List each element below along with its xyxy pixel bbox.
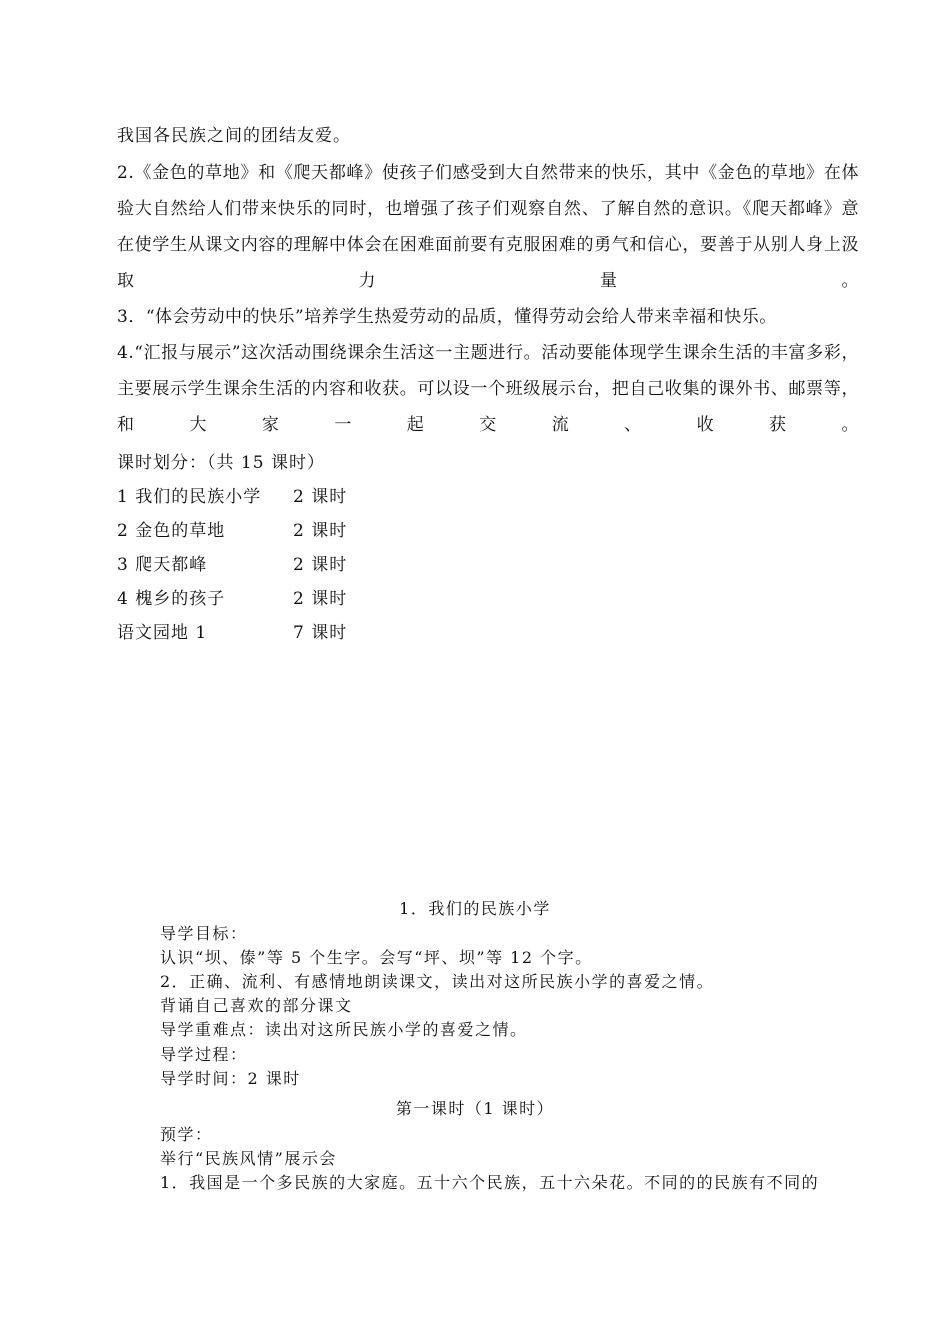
- schedule-hours: 2 课时: [293, 589, 348, 609]
- schedule-heading: 课时划分：（共 15 课时）: [117, 453, 325, 473]
- schedule-title: 4 槐乡的孩子: [117, 589, 226, 609]
- schedule-row: [117, 616, 348, 650]
- schedule-title: 1 我们的民族小学: [117, 487, 262, 507]
- activity-title: 举行“民族风情”展示会: [160, 1149, 337, 1168]
- activity-item-1: 1．我国是一个多民族的大家庭。五十六个民族，五十六朵花。不同的的民族有不同的: [160, 1173, 820, 1192]
- period-title: 第一课时（1 课时）: [395, 1099, 555, 1118]
- schedule-title: 3 爬天都峰: [117, 555, 208, 575]
- key-points: 导学重难点：读出对这所民族小学的喜爱之情。: [160, 1020, 528, 1039]
- goal-3: 背诵自己喜欢的部分课文: [160, 996, 353, 1015]
- preview-label: 预学：: [160, 1125, 213, 1144]
- schedule-hours: 7 课时: [293, 623, 348, 643]
- intro-line: 我国各民族之间的团结友爱。: [117, 126, 351, 146]
- schedule-hours: 2 课时: [293, 487, 348, 507]
- schedule-row: [117, 514, 348, 548]
- paragraph-3: 3．“体会劳动中的快乐”培养学生热爱劳动的品质，懂得劳动会给人带来幸福和快乐。: [117, 307, 777, 327]
- schedule-row: [117, 480, 348, 514]
- lesson-title: 1．我们的民族小学: [399, 899, 551, 918]
- schedule-title: 2 金色的草地: [117, 521, 226, 541]
- schedule-row: [117, 548, 348, 582]
- schedule-title: 语文园地 1: [117, 623, 208, 643]
- schedule-hours: 2 课时: [293, 555, 348, 575]
- time-label: 导学时间：2 课时: [160, 1069, 301, 1088]
- paragraph-2: 2.《金色的草地》和《爬天都峰》使孩子们感受到大自然带来的快乐，其中《金色的草地》在体验大自然给人们带来快乐的同时，也增强了孩子们观察自然、了解自然的意识。《爬天都峰》意在使学生从课文内容的理解中体会在困难面前要有克服困难的勇气和信心，要善于从别人身上汲取力量。: [117, 163, 859, 291]
- schedule-row: [117, 582, 348, 616]
- paragraph-4: 4.“汇报与展示”这次活动围绕课余生活这一主题进行。活动要能体现学生课余生活的丰富多彩，主要展示学生课余生活的内容和收获。可以设一个班级展示台，把自己收集的课外书、邮票等，和大家一起交流、收获。: [117, 343, 859, 435]
- goal-1: 认识“坝、傣”等 5 个生字。会写“坪、坝”等 12 个字。: [160, 948, 593, 967]
- schedule-hours: 2 课时: [293, 521, 348, 541]
- goal-2: 2．正确、流利、有感情地朗读课文，读出对这所民族小学的喜爱之情。: [160, 972, 715, 991]
- goals-label: 导学目标：: [160, 924, 248, 943]
- process-label: 导学过程：: [160, 1045, 248, 1064]
